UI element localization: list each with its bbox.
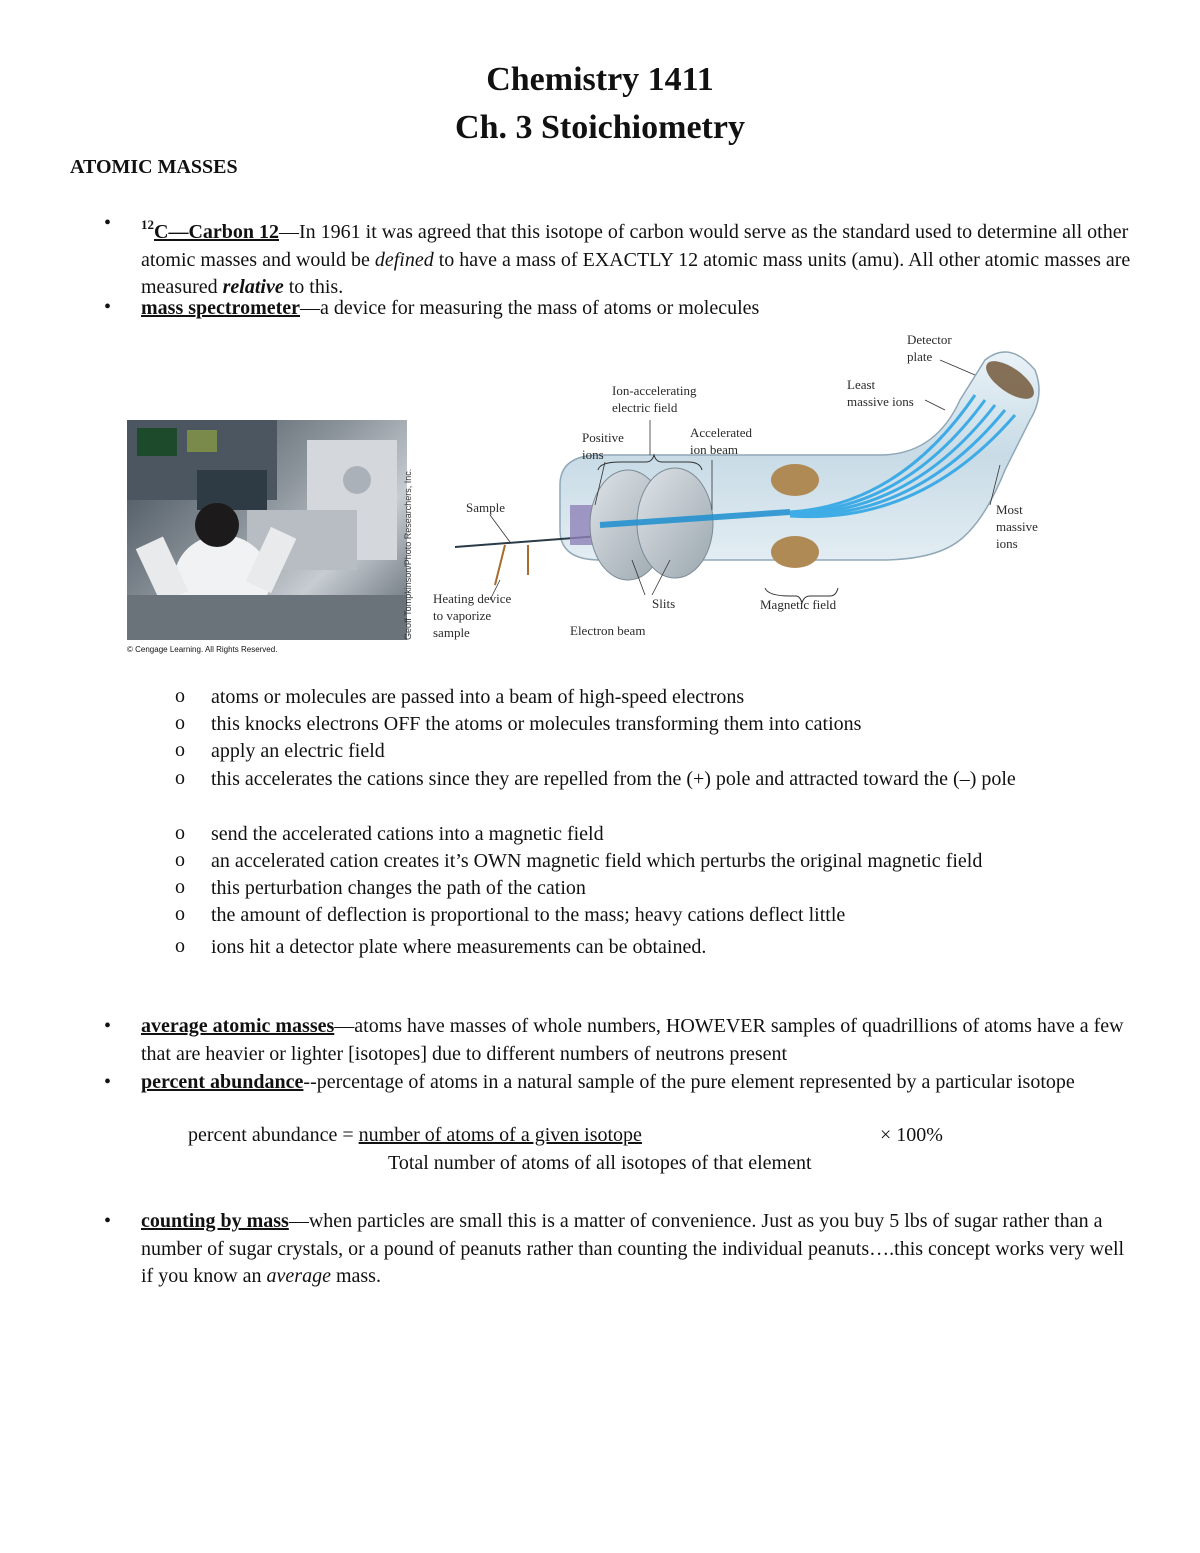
label-heating-3: sample	[433, 625, 470, 640]
step-marker: o	[175, 685, 185, 707]
step-marker: o	[175, 849, 185, 871]
counting-text-2: mass.	[330, 1265, 381, 1287]
step-item: this accelerates the cations since they are repelled from the (+) pole and attracted toward the (–) pole	[211, 768, 1016, 790]
formula-denominator: Total number of atoms of all isotopes of that element	[388, 1152, 812, 1174]
label-electron-beam: Electron beam	[570, 623, 646, 638]
label-accelerated: Accelerated	[690, 425, 753, 440]
carbon12-text-3: to this.	[283, 276, 344, 298]
formula-numerator: number of atoms of a given isotope	[358, 1124, 642, 1146]
bullet-marker: •	[104, 212, 112, 234]
label-heating-2: to vaporize	[433, 608, 492, 623]
counting-text: —when particles are small this is a matter of convenience. Just as you buy 5 lbs of sugar rather than a number of sugar crystals, or a pound of peanuts rather than counting the individual peanuts….this concept works very well if you know an	[141, 1210, 1125, 1287]
photo-credit: © Cengage Learning. All Rights Reserved.	[127, 645, 278, 654]
label-most: Most	[996, 502, 1023, 517]
step-marker: o	[175, 739, 185, 761]
label-magnetic-field: Magnetic field	[760, 597, 837, 612]
formula-line	[188, 1124, 642, 1147]
section-heading: ATOMIC MASSES	[70, 156, 238, 178]
pct-term: percent abundance	[141, 1071, 304, 1093]
counting-paragraph	[141, 1208, 1131, 1291]
label-detector-2: plate	[907, 349, 933, 364]
carbon12-text: —In 1961 it was agreed that this isotope of carbon would serve as the standard used to determine all other atomic masses and would be	[141, 221, 1129, 271]
bullet-marker: •	[104, 296, 112, 318]
emphasis-defined: defined	[374, 248, 434, 271]
step-marker: o	[175, 767, 185, 789]
pct-paragraph	[141, 1069, 1131, 1097]
page-subtitle: Ch. 3 Stoichiometry	[455, 109, 745, 146]
emphasis-average: average	[266, 1265, 331, 1287]
magnet-bottom	[771, 536, 819, 568]
label-least: Least	[847, 377, 876, 392]
formula-lhs: percent abundance =	[188, 1124, 359, 1146]
step-item: ions hit a detector plate where measurements can be obtained.	[211, 936, 707, 958]
magnet-top	[771, 464, 819, 496]
bullet-marker: •	[104, 1210, 112, 1232]
formula-times: × 100%	[880, 1124, 943, 1146]
counting-term: counting by mass	[141, 1210, 289, 1232]
label-slits: Slits	[652, 596, 676, 611]
step-item: an accelerated cation creates it’s OWN magnetic field which perturbs the original magnetic field	[211, 850, 983, 872]
label-most-2: massive	[996, 519, 1038, 534]
label-most-3: ions	[996, 536, 1018, 551]
label-least-2: massive ions	[847, 394, 914, 409]
step-item: apply an electric field	[211, 740, 385, 762]
carbon12-term: C—Carbon 12	[154, 221, 280, 243]
step-marker: o	[175, 822, 185, 844]
step-marker: o	[175, 876, 185, 898]
carbon12-paragraph	[141, 211, 1131, 302]
mass-spec-text: —a device for measuring the mass of atoms or molecules	[300, 297, 760, 319]
lab-photo	[127, 420, 407, 640]
pct-text: --percentage of atoms in a natural sample of the pure element represented by a particular isotope	[303, 1071, 1075, 1093]
mass-spec-paragraph	[141, 295, 1131, 323]
avg-text: —atoms have masses of whole numbers, HOWEVER samples of quadrillions of atoms have a few that are heavier or lighter [isotopes] due to different numbers of neutrons present	[141, 1015, 1124, 1065]
page-title: Chemistry 1411	[486, 61, 714, 98]
bullet-marker: •	[104, 1071, 112, 1093]
step-item: atoms or molecules are passed into a beam of high-speed electrons	[211, 686, 745, 708]
step-item: this perturbation changes the path of the cation	[211, 877, 586, 899]
mass-spec-term: mass spectrometer	[141, 297, 301, 319]
label-sample: Sample	[466, 500, 505, 515]
label-positive: Positive	[582, 430, 624, 445]
carbon12-text-2: to have a mass of EXACTLY 12 atomic mass units (amu). All other atomic masses are measured	[141, 248, 1131, 298]
step-item: this knocks electrons OFF the atoms or molecules transforming them into cations	[211, 713, 862, 735]
isotope-superscript: 12	[141, 217, 154, 232]
label-detector: Detector	[907, 332, 952, 347]
emphasis-relative: relative	[222, 276, 284, 298]
label-ion-accelerating-2: electric field	[612, 400, 678, 415]
step-item: the amount of deflection is proportional to the mass; heavy cations deflect little	[211, 904, 846, 926]
avg-term: average atomic masses	[141, 1015, 335, 1037]
label-heating: Heating device	[433, 591, 512, 606]
avg-paragraph	[141, 1013, 1131, 1068]
photo-side-credit: Geoff Tompkinson/Photo Researchers, Inc.	[403, 468, 413, 640]
mass-spectrometer-diagram	[420, 330, 1060, 650]
step-item: send the accelerated cations into a magnetic field	[211, 823, 604, 845]
step-marker: o	[175, 935, 185, 957]
step-marker: o	[175, 712, 185, 734]
electron-filament	[570, 505, 592, 545]
label-positive-2: ions	[582, 447, 604, 462]
label-ion-accelerating: Ion-accelerating	[612, 383, 697, 398]
bullet-marker: •	[104, 1015, 112, 1037]
step-marker: o	[175, 903, 185, 925]
label-accelerated-2: ion beam	[690, 442, 739, 457]
